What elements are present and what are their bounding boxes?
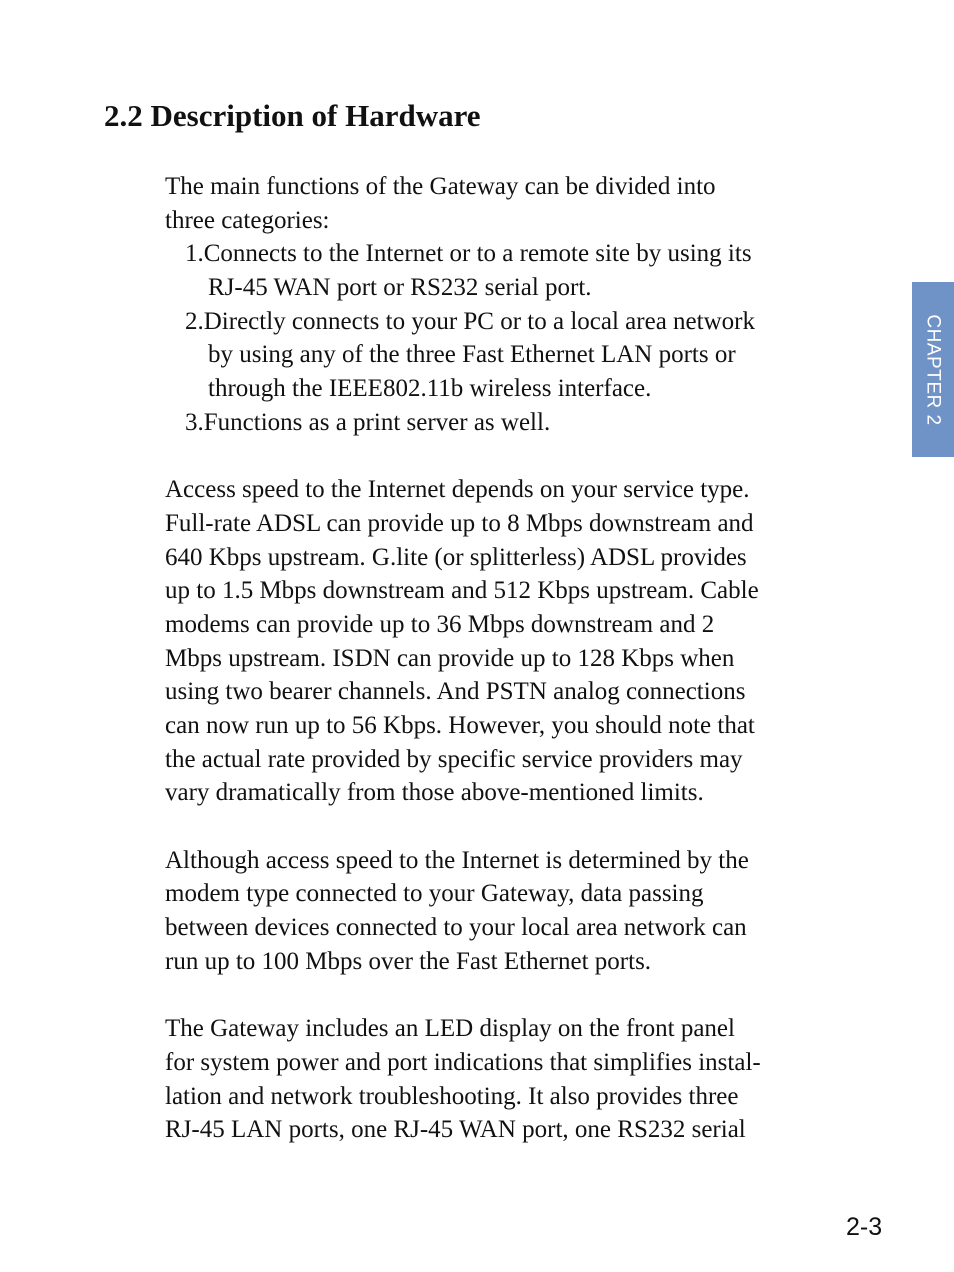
function-list bbox=[165, 237, 855, 439]
text-line: modems can provide up to 36 Mbps downstream and 2 bbox=[165, 610, 715, 638]
list-item-text: 2.Directly connects to your PC or to a local area network bbox=[185, 307, 755, 335]
list-item bbox=[165, 406, 855, 440]
text-line: modem type connected to your Gateway, data passing bbox=[165, 880, 704, 908]
text-line: can now run up to 56 Kbps. However, you should note that bbox=[165, 712, 755, 739]
text-line: Access speed to the Internet depends on your service type. bbox=[165, 476, 750, 504]
chapter-tab-label: CHAPTER 2 bbox=[923, 313, 945, 426]
list-item-text: by using any of the three Fast Ethernet LAN ports or bbox=[208, 341, 736, 369]
page-number: 2-3 bbox=[846, 1213, 883, 1241]
text-line: between devices connected to your local area network can bbox=[165, 914, 747, 942]
text-line: Mbps upstream. ISDN can provide up to 128 Kbps when bbox=[165, 644, 735, 672]
text-line: Although access speed to the Internet is determined by the bbox=[165, 846, 749, 874]
text-line: the actual rate provided by specific service providers may bbox=[165, 745, 743, 773]
access-speed-paragraph bbox=[165, 473, 855, 810]
intro-paragraph bbox=[165, 170, 855, 237]
list-item-text: RJ-45 WAN port or RS232 serial port. bbox=[208, 274, 592, 302]
list-item-text: through the IEEE802.11b wireless interface. bbox=[208, 375, 652, 403]
led-display-paragraph bbox=[165, 1012, 855, 1147]
text-line: RJ-45 LAN ports, one RJ-45 WAN port, one RS232 serial bbox=[165, 1116, 746, 1144]
list-item-text: 1.Connects to the Internet or to a remote site by using its bbox=[185, 240, 752, 268]
text-line: The Gateway includes an LED display on the front panel bbox=[165, 1015, 735, 1043]
text-line: lation and network troubleshooting. It also provides three bbox=[165, 1082, 739, 1110]
section-title: 2.2 Description of Hardware bbox=[104, 98, 481, 133]
chapter-tab bbox=[912, 282, 954, 457]
text-line: The main functions of the Gateway can be divided into bbox=[165, 173, 716, 200]
text-line: run up to 100 Mbps over the Fast Ethernet ports. bbox=[165, 947, 652, 975]
paragraph-spacer bbox=[165, 810, 855, 844]
text-line: up to 1.5 Mbps downstream and 512 Kbps upstream. Cable bbox=[165, 577, 759, 605]
text-line: using two bearer channels. And PSTN analog connections bbox=[165, 678, 746, 706]
lan-speed-paragraph bbox=[165, 844, 855, 979]
text-line: vary dramatically from those above-mentioned limits. bbox=[165, 779, 704, 807]
body-text bbox=[165, 170, 855, 1147]
text-line: Full-rate ADSL can provide up to 8 Mbps downstream and bbox=[165, 509, 754, 537]
paragraph-spacer bbox=[165, 979, 855, 1013]
text-line: three categories: bbox=[165, 206, 330, 234]
list-item bbox=[165, 305, 855, 406]
text-line: for system power and port indications that simplifies instal- bbox=[165, 1048, 761, 1076]
list-item bbox=[165, 237, 855, 304]
text-line: 640 Kbps upstream. G.lite (or splitterless) ADSL provides bbox=[165, 543, 747, 571]
paragraph-spacer bbox=[165, 440, 855, 474]
list-item-text: 3.Functions as a print server as well. bbox=[185, 408, 551, 436]
